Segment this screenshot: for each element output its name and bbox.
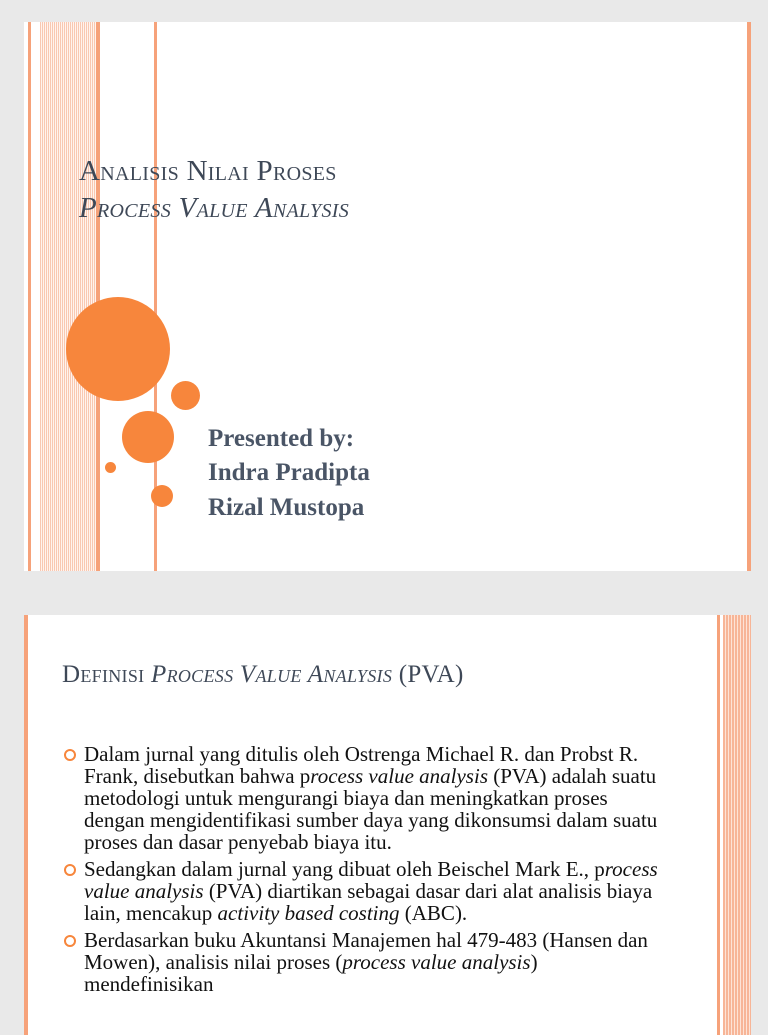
decorative-circle <box>171 381 200 410</box>
bullet-text: Dalam jurnal yang ditulis oleh Ostrenga Michael R. dan Probst R. Frank, disebutkan bahwa p <box>84 742 639 788</box>
bullet-ring-icon <box>64 749 76 761</box>
bullet-text: ) mendefinisikan <box>84 950 538 996</box>
decorative-stripe <box>28 22 31 571</box>
slide-title-line-1: Analisis Nilai Proses <box>79 155 337 187</box>
bullet-text: rocess value analysis <box>84 857 658 903</box>
decorative-stripe <box>717 615 720 1035</box>
slide-definition <box>24 615 751 1035</box>
decorative-circle <box>105 462 116 473</box>
presented-by-label: Presented by: <box>208 425 355 452</box>
bullet-item <box>64 929 664 995</box>
decorative-circle <box>66 297 170 401</box>
decorative-stripe-band <box>723 615 751 1035</box>
decorative-circle <box>151 485 173 507</box>
slide-heading <box>62 661 464 689</box>
bullet-ring-icon <box>64 864 76 876</box>
bullet-text: (PVA) adalah suatu metodologi untuk mengurangi biaya dan meningkatkan proses dengan mengidentifikasi sumber daya yang dikonsumsi dalam suatu proses dan dasar penyebab biaya itu. <box>84 764 658 854</box>
presenter-name: Indra Pradipta <box>208 459 370 486</box>
bullet-text: activity based costing <box>217 901 400 925</box>
heading-text: Definisi <box>62 661 152 688</box>
bullet-text: rocess value analysis <box>310 764 488 788</box>
decorative-stripe <box>96 22 100 571</box>
bullet-ring-icon <box>64 935 76 947</box>
presenter-name: Rizal Mustopa <box>208 494 365 521</box>
decorative-stripe <box>24 615 28 1035</box>
decorative-circle <box>122 411 174 463</box>
decorative-stripe-band <box>40 22 96 571</box>
bullet-text: Sedangkan dalam jurnal yang dibuat oleh Beischel Mark E., p <box>84 857 605 881</box>
slide-title-line-2: Process Value Analysis <box>79 192 349 224</box>
heading-italic-text: Process Value Analysis <box>151 661 393 688</box>
bullet-list <box>64 743 664 1000</box>
bullet-item <box>64 858 664 924</box>
slide-title <box>24 22 751 571</box>
bullet-item <box>64 743 664 853</box>
bullet-text: (ABC). <box>399 901 468 925</box>
bullet-text: process value analysis <box>342 950 531 974</box>
decorative-stripe <box>747 22 751 571</box>
bullet-text: Berdasarkan buku Akuntansi Manajemen hal 479-483 (Hansen dan Mowen), analisis nilai proses ( <box>84 928 648 974</box>
bullet-text: (PVA) diartikan sebagai dasar dari alat analisis biaya lain, mencakup <box>84 879 653 925</box>
heading-text: (PVA) <box>392 661 464 688</box>
